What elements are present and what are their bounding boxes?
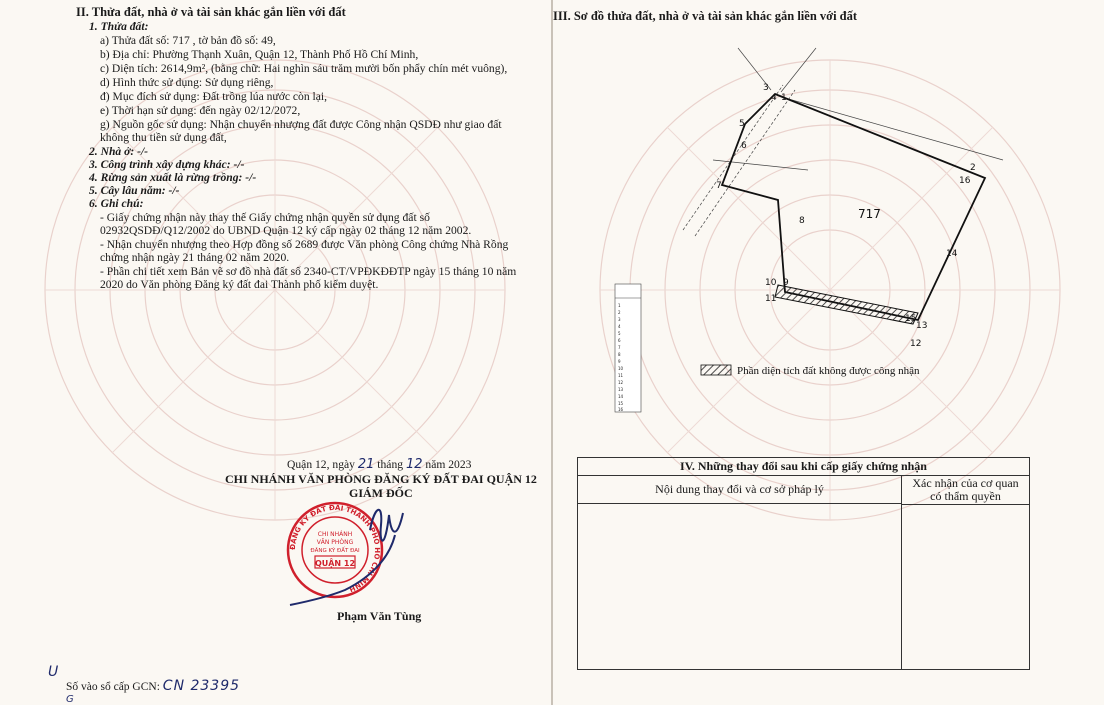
coordinate-table bbox=[615, 284, 641, 412]
usage-origin: g) Nguồn gốc sử dụng: Nhận chuyển nhượng đất được Công nhận QSDĐ như giao đất bbox=[100, 118, 502, 131]
coord-row-1: 1 bbox=[618, 303, 621, 308]
point-9: 9 bbox=[783, 278, 789, 288]
left-page bbox=[0, 0, 550, 705]
legend-label: Phần diện tích đất không được công nhận bbox=[737, 365, 920, 377]
forest-item: 4. Rừng sản xuất là rừng trồng: -/- bbox=[89, 171, 257, 184]
section-iv-title: IV. Những thay đổi sau khi cấp giấy chứng nhận bbox=[578, 458, 1029, 476]
director-signature bbox=[285, 495, 425, 610]
point-8: 8 bbox=[799, 216, 805, 226]
point-6: 6 bbox=[741, 141, 747, 151]
signer-name: Phạm Văn Tùng bbox=[337, 609, 422, 623]
stamp-line-3: ĐĂNG KÝ ĐẤT ĐAI bbox=[310, 548, 360, 554]
note-3: - Phần chi tiết xem Bản vẽ sơ đồ nhà đất số 2340-CT/VPĐKĐĐTP ngày 15 tháng 10 năm bbox=[100, 265, 517, 278]
handwritten-initial: U bbox=[48, 664, 59, 680]
parcel-diagram bbox=[553, 30, 1104, 450]
point-12: 12 bbox=[910, 339, 922, 349]
coord-row-15: 15 bbox=[618, 401, 624, 406]
usage-term: e) Thời hạn sử dụng: đến ngày 02/12/2072, bbox=[100, 104, 301, 117]
note-2: - Nhận chuyển nhượng theo Hợp đồng số 2689 được Văn phòng Công chứng Nhà Rồng bbox=[100, 238, 509, 251]
coord-row-5: 5 bbox=[618, 331, 621, 336]
handwritten-mark: G bbox=[66, 694, 74, 705]
coord-row-11: 11 bbox=[618, 373, 624, 378]
coord-row-16: 16 bbox=[618, 407, 624, 412]
construction-item: 3. Công trình xây dựng khác: -/- bbox=[89, 158, 245, 171]
issue-day: 21 bbox=[357, 457, 375, 472]
changes-content-header: Nội dung thay đổi và cơ sở pháp lý bbox=[578, 476, 901, 504]
note-2-cont: chứng nhận ngày 21 tháng 02 năm 2020. bbox=[100, 251, 290, 264]
point-16: 16 bbox=[959, 176, 971, 186]
coord-row-12: 12 bbox=[618, 380, 624, 385]
parcel-heading: 1. Thửa đất: bbox=[89, 20, 149, 33]
director-title: GIÁM ĐỐC bbox=[349, 486, 413, 500]
stamp-line-2: VĂN PHÒNG bbox=[316, 539, 354, 546]
note-1: - Giấy chứng nhận này thay thế Giấy chứng nhận quyền sử dụng đất số bbox=[100, 211, 430, 224]
usage-purpose: đ) Mục đích sử dụng: Đất trồng lúa nước còn lại, bbox=[100, 90, 328, 103]
changes-content-column bbox=[578, 476, 902, 669]
coord-row-3: 3 bbox=[618, 317, 621, 322]
coord-row-9: 9 bbox=[618, 359, 621, 364]
point-5: 5 bbox=[739, 119, 745, 129]
stamp-center-text: QUẬN 12 bbox=[314, 559, 356, 568]
note-3-cont: 2020 do Văn phòng Đăng ký đất đai Thành phố kiểm duyệt. bbox=[100, 278, 379, 291]
coord-row-2: 2 bbox=[618, 310, 621, 315]
section-ii-title: II. Thửa đất, nhà ở và tài sản khác gắn liền với đất bbox=[76, 5, 346, 19]
point-11: 11 bbox=[765, 294, 777, 304]
coord-row-14: 14 bbox=[618, 394, 624, 399]
section-iii-title: III. Sơ đồ thửa đất, nhà ở và tài sản khác gắn liền với đất bbox=[553, 9, 858, 23]
point-1: 1 bbox=[781, 93, 787, 103]
coord-row-10: 10 bbox=[618, 366, 624, 371]
issuing-office: CHI NHÁNH VĂN PHÒNG ĐĂNG KÝ ĐẤT ĐAI QUẬN 12 bbox=[225, 472, 537, 486]
usage-origin-cont: không thu tiền sử dụng đất, bbox=[100, 131, 227, 144]
stamp-ring-text: ĐĂNG KÝ ĐẤT ĐAI THÀNH PHỐ HỒ CHÍ MINH bbox=[288, 503, 382, 594]
notes-heading: 6. Ghi chú: bbox=[89, 197, 144, 210]
uncertified-area bbox=[775, 285, 918, 324]
usage-form: d) Hình thức sử dụng: Sử dụng riêng, bbox=[100, 76, 274, 89]
point-3: 3 bbox=[763, 83, 769, 93]
coord-row-8: 8 bbox=[618, 352, 621, 357]
coord-row-7: 7 bbox=[618, 345, 621, 350]
parcel-label: 717 bbox=[858, 207, 881, 221]
point-7: 7 bbox=[716, 181, 722, 191]
changes-confirmation-header: Xác nhận của cơ quan có thẩm quyền bbox=[902, 476, 1029, 505]
point-2: 2 bbox=[970, 163, 976, 173]
perennial-item: 5. Cây lâu năm: -/- bbox=[89, 184, 180, 197]
parcel-address: b) Địa chỉ: Phường Thạnh Xuân, Quận 12, Thành Phố Hồ Chí Minh, bbox=[100, 48, 419, 61]
issue-date: Quận 12, ngày 21 tháng 12 năm 2023 bbox=[287, 457, 472, 472]
point-10: 10 bbox=[765, 278, 777, 288]
changes-table bbox=[577, 457, 1030, 670]
parcel-number: a) Thửa đất số: 717 , tờ bản đồ số: 49, bbox=[100, 34, 276, 47]
register-number-value: CN 23395 bbox=[162, 678, 241, 694]
point-15: 15 bbox=[905, 314, 917, 324]
point-4: 4 bbox=[771, 93, 777, 103]
point-13: 13 bbox=[916, 321, 928, 331]
house-item: 2. Nhà ở: -/- bbox=[89, 145, 149, 158]
parcel-boundary bbox=[722, 94, 985, 320]
parcel-area: c) Diện tích: 2614,9m², (bằng chữ: Hai nghìn sáu trăm mười bốn phẩy chín mét vuông), bbox=[100, 62, 508, 75]
issue-month: 12 bbox=[405, 457, 423, 472]
point-14: 14 bbox=[946, 249, 958, 259]
legend-swatch bbox=[701, 365, 731, 375]
stamp-line-1: CHI NHÁNH bbox=[317, 531, 353, 538]
changes-confirmation-column bbox=[902, 476, 1029, 669]
coord-row-4: 4 bbox=[618, 324, 621, 329]
coord-row-6: 6 bbox=[618, 338, 621, 343]
coord-row-13: 13 bbox=[618, 387, 624, 392]
register-number: Số vào sổ cấp GCN: CN 23395 bbox=[66, 678, 241, 694]
note-1-cont: 02932QSDĐ/Q12/2002 do UBND Quận 12 ký cấp ngày 02 tháng 12 năm 2002. bbox=[100, 224, 472, 237]
